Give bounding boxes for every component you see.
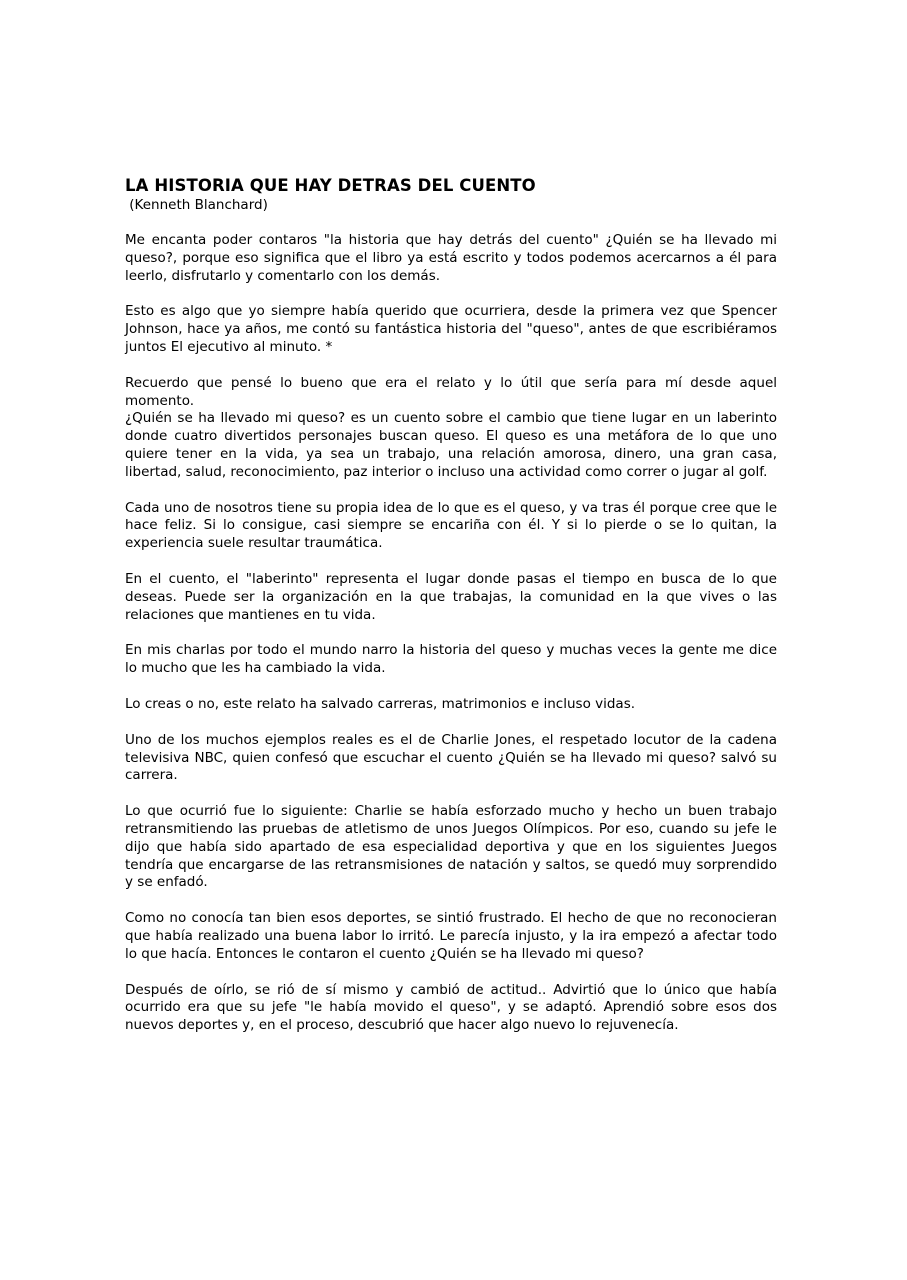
paragraph: Recuerdo que pensé lo bueno que era el relato y lo útil que sería para mí desde aquel momento. [125, 374, 777, 409]
document-page [125, 176, 777, 1053]
paragraph: Lo que ocurrió fue lo siguiente: Charlie se había esforzado mucho y hecho un buen trabajo retransmitiendo las pruebas de atletismo de unos Juegos Olímpicos. Por eso, cuando su jefe le dijo que había sido apartado de esa especialidad deportiva y que en los siguientes Juegos tendría que encargarse de las retransmisiones de natación y saltos, se quedó muy sorprendido y se enfadó. [125, 803, 777, 891]
paragraph: Después de oírlo, se rió de sí mismo y cambió de actitud.. Advirtió que lo único que había ocurrido era que su jefe "le había movido el queso", y se adaptó. Aprendió sobre esos dos nuevos deportes y, en el proceso, descubrió que hacer algo nuevo lo rejuvenecía. [125, 981, 777, 1034]
paragraph: En mis charlas por todo el mundo narro la historia del queso y muchas veces la gente me dice lo mucho que les ha cambiado la vida. [125, 642, 777, 677]
document-title: LA HISTORIA QUE HAY DETRAS DEL CUENTO [125, 176, 536, 195]
paragraph: ¿Quién se ha llevado mi queso? es un cuento sobre el cambio que tiene lugar en un laberinto donde cuatro divertidos personajes buscan queso. El queso es una metáfora de lo que uno quiere tener en la vida, ya sea un trabajo, una relación amorosa, dinero, una gran casa, libertad, salud, reconocimiento, paz interior o incluso una actividad como correr o jugar al golf. [125, 410, 777, 480]
paragraph: Me encanta poder contaros "la historia que hay detrás del cuento" ¿Quién se ha llevado mi queso?, porque eso significa que el libro ya está escrito y todos podemos acercarnos a él para leerlo, disfrutarlo y comentarlo con los demás. [125, 232, 777, 284]
paragraph: En el cuento, el "laberinto" representa el lugar donde pasas el tiempo en busca de lo que deseas. Puede ser la organización en la que trabajas, la comunidad en la que vives o las relaciones que mantienes en tu vida. [125, 570, 777, 623]
paragraph: Cada uno de nosotros tiene su propia idea de lo que es el queso, y va tras él porque cree que le hace feliz. Si lo consigue, casi siempre se encariña con él. Y si lo pierde o se lo quitan, la experiencia suele resultar traumática. [125, 499, 777, 552]
paragraph: Uno de los muchos ejemplos reales es el de Charlie Jones, el respetado locutor de la cadena televisiva NBC, quien confesó que escuchar el cuento ¿Quién se ha llevado mi queso? salvó su carrera. [125, 731, 777, 784]
document-author: (Kenneth Blanchard) [125, 197, 268, 213]
paragraph: Lo creas o no, este relato ha salvado carreras, matrimonios e incluso vidas. [125, 695, 636, 712]
paragraph: Esto es algo que yo siempre había querido que ocurriera, desde la primera vez que Spencer Johnson, hace ya años, me contó su fantástica historia del "queso", antes de que escribiéramos juntos El ejecutivo al minuto. * [125, 303, 777, 355]
paragraph: Como no conocía tan bien esos deportes, se sintió frustrado. El hecho de que no reconocieran que había realizado una buena labor lo irritó. Le parecía injusto, y la ira empezó a afectar todo lo que hacía. Entonces le contaron el cuento ¿Quién se ha llevado mi queso? [125, 910, 777, 962]
